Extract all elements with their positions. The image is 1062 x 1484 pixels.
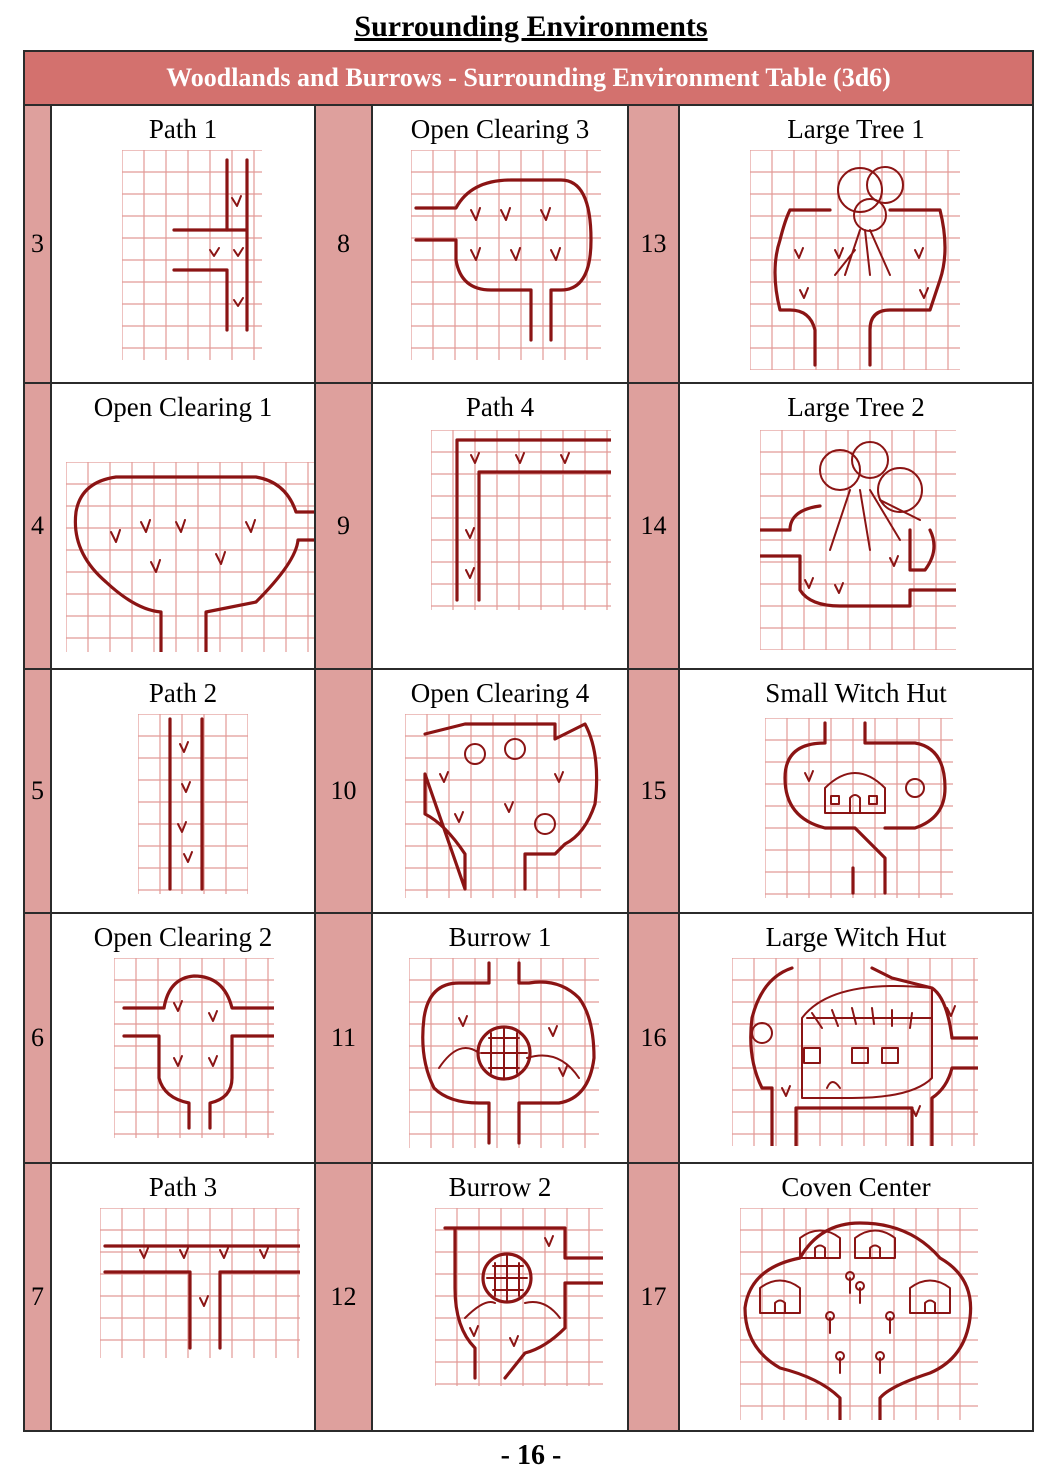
roll-number: 5 bbox=[25, 670, 52, 912]
roll-number: 10 bbox=[316, 670, 373, 912]
roll-number: 15 bbox=[629, 670, 680, 912]
table-cell bbox=[373, 670, 629, 912]
cell-title: Burrow 1 bbox=[448, 922, 552, 952]
page-title: Surrounding Environments bbox=[354, 10, 708, 43]
environment-table bbox=[23, 50, 1034, 1432]
cell-title: Large Tree 2 bbox=[787, 392, 925, 422]
path-4-map bbox=[431, 430, 611, 610]
roll-number: 6 bbox=[25, 914, 52, 1162]
open-clearing-2-map bbox=[114, 958, 274, 1138]
table-row bbox=[25, 384, 1032, 670]
cell-title: Open Clearing 3 bbox=[410, 114, 590, 144]
table-cell bbox=[52, 384, 316, 668]
table-cell bbox=[52, 1164, 316, 1430]
table-row bbox=[25, 1164, 1032, 1430]
grid bbox=[405, 714, 601, 898]
roll-number: 3 bbox=[25, 106, 52, 382]
roll-number: 11 bbox=[316, 914, 373, 1162]
table-cell bbox=[680, 1164, 1032, 1430]
cell-title: Path 3 bbox=[148, 1172, 218, 1202]
burrow-2-map bbox=[435, 1208, 603, 1386]
roll-number: 13 bbox=[629, 106, 680, 382]
table-cell bbox=[680, 914, 1032, 1162]
cell-title: Open Clearing 1 bbox=[93, 392, 273, 422]
grid bbox=[750, 150, 960, 370]
cell-title: Coven Center bbox=[781, 1172, 931, 1202]
large-tree-2-map bbox=[760, 430, 956, 650]
table-cell bbox=[52, 914, 316, 1162]
cell-title: Large Tree 1 bbox=[787, 114, 925, 144]
open-clearing-3-map bbox=[411, 150, 601, 360]
roll-number: 7 bbox=[25, 1164, 52, 1430]
cell-title: Open Clearing 2 bbox=[93, 922, 273, 952]
roll-number: 4 bbox=[25, 384, 52, 668]
grid bbox=[138, 714, 248, 894]
table-row bbox=[25, 914, 1032, 1164]
grid bbox=[122, 150, 262, 360]
large-witch-hut-map bbox=[732, 958, 978, 1146]
open-clearing-4-map bbox=[405, 714, 601, 898]
table-row bbox=[25, 106, 1032, 384]
table-cell bbox=[52, 106, 316, 382]
page-number: - 16 - bbox=[500, 1440, 562, 1471]
grid bbox=[100, 1208, 300, 1358]
table-heading: Woodlands and Burrows - Surrounding Environment Table (3d6) bbox=[25, 52, 1032, 106]
path-1-map bbox=[122, 150, 262, 360]
grid bbox=[66, 462, 314, 652]
table-cell bbox=[373, 914, 629, 1162]
cell-title: Open Clearing 4 bbox=[410, 678, 590, 708]
table-cell bbox=[680, 670, 1032, 912]
path-3-map bbox=[100, 1208, 300, 1358]
open-clearing-1-map bbox=[66, 462, 314, 652]
table-cell bbox=[680, 106, 1032, 382]
cell-title: Burrow 2 bbox=[448, 1172, 552, 1202]
table-cell bbox=[373, 106, 629, 382]
roll-number: 8 bbox=[316, 106, 373, 382]
cell-title: Path 1 bbox=[148, 114, 218, 144]
roll-number: 9 bbox=[316, 384, 373, 668]
large-tree-1-map bbox=[750, 150, 960, 370]
cell-title: Path 2 bbox=[148, 678, 218, 708]
table-cell bbox=[52, 670, 316, 912]
table-cell bbox=[680, 384, 1032, 668]
table-cell bbox=[373, 1164, 629, 1430]
coven-center-map bbox=[740, 1208, 978, 1420]
roll-number: 14 bbox=[629, 384, 680, 668]
roll-number: 17 bbox=[629, 1164, 680, 1430]
roll-number: 16 bbox=[629, 914, 680, 1162]
cell-title: Path 4 bbox=[465, 392, 535, 422]
grid bbox=[732, 958, 978, 1146]
table-row bbox=[25, 670, 1032, 914]
burrow-1-map bbox=[409, 958, 599, 1148]
table-cell bbox=[373, 384, 629, 668]
cell-title: Large Witch Hut bbox=[765, 922, 947, 952]
roll-number: 12 bbox=[316, 1164, 373, 1430]
cell-title: Small Witch Hut bbox=[765, 678, 947, 708]
grid bbox=[114, 958, 274, 1138]
small-witch-hut-map bbox=[765, 718, 953, 898]
path-2-map bbox=[138, 714, 248, 894]
